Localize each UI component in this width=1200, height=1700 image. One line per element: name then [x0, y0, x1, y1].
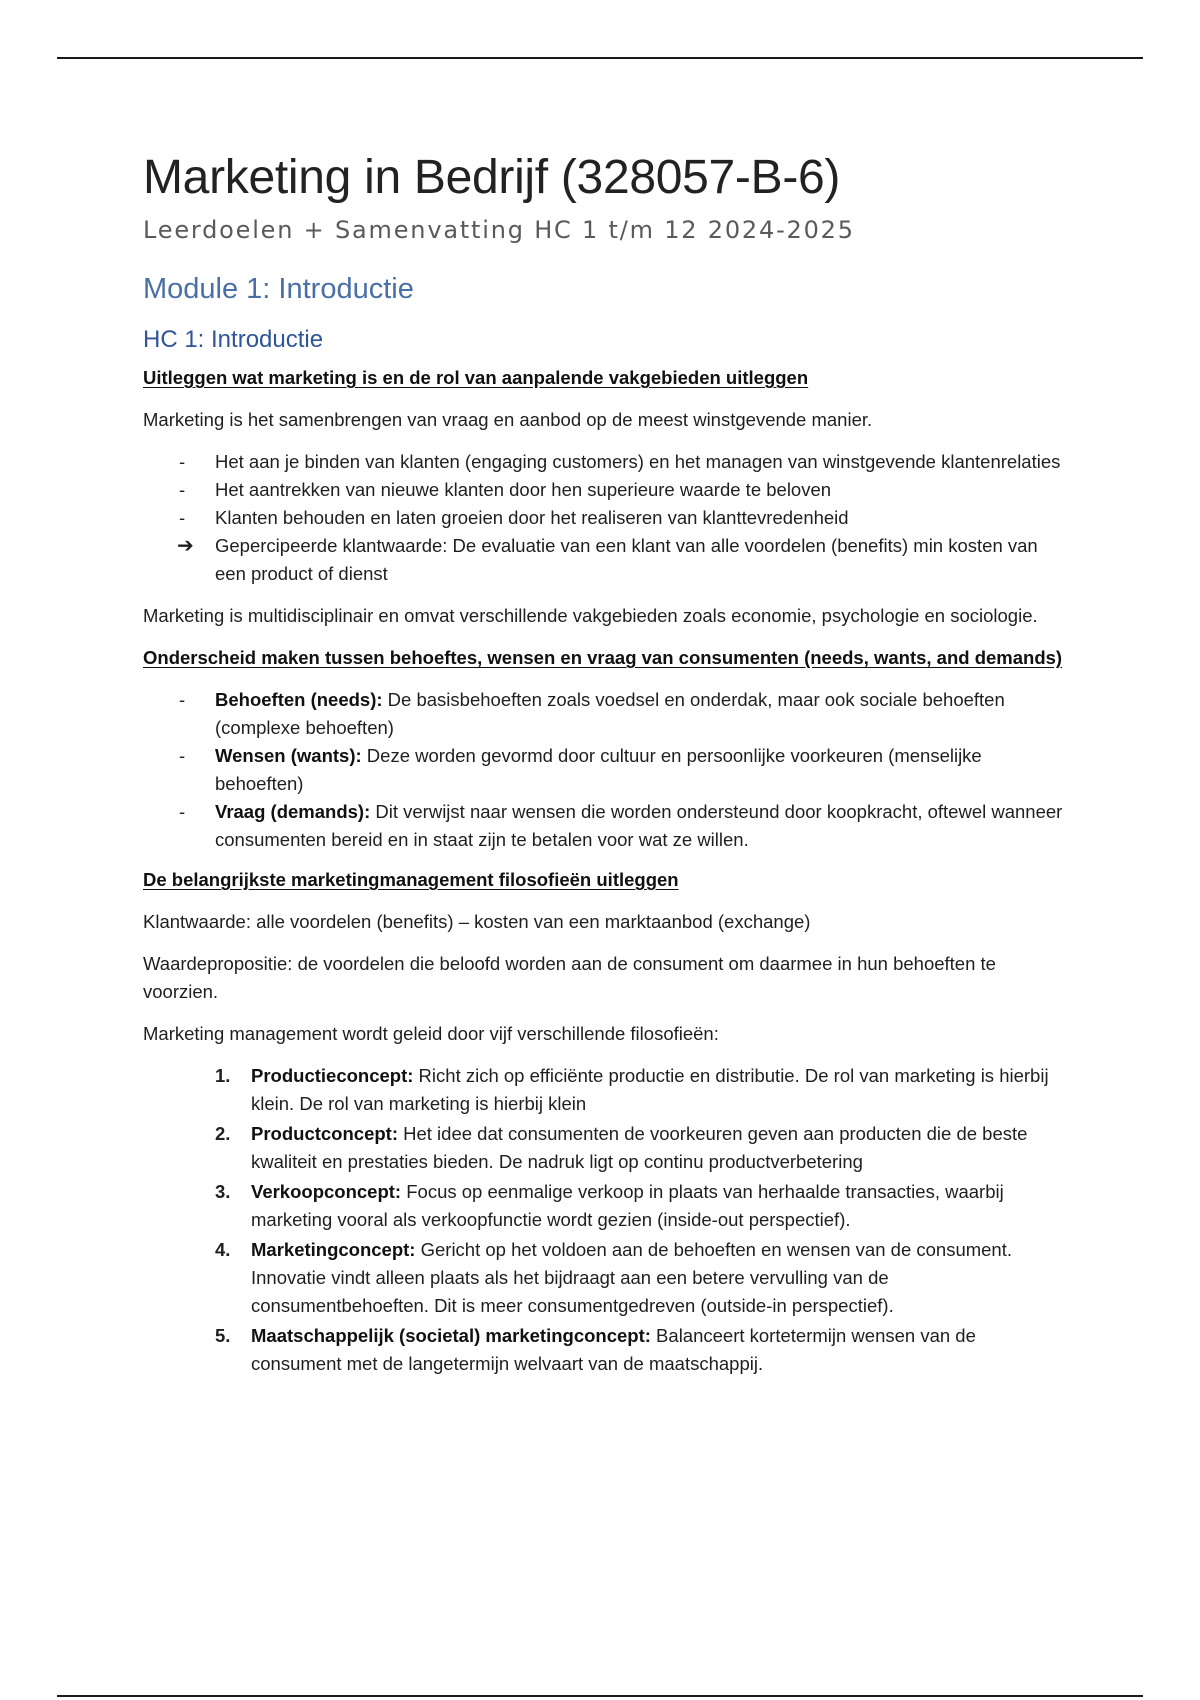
list-item: [143, 1178, 1063, 1234]
list-item-text: Het aantrekken van nieuwe klanten door hen superieure waarde te beloven: [215, 479, 832, 500]
bullet-list: [143, 448, 1063, 588]
document-title: Marketing in Bedrijf (328057-B-6): [143, 151, 841, 204]
header-rule: [57, 57, 1143, 59]
term: Behoeften (needs):: [215, 689, 383, 710]
list-item-text: Gericht op het voldoen aan de behoeften en wensen van de consument. Innovatie vindt alleen plaats als het bijdraagt aan een betere vervulling van de consumentbehoeften. Dit is meer consumentgedreven (outside-in perspectief).: [251, 1239, 1013, 1316]
list-number: 1.: [215, 1065, 231, 1086]
list-item: [143, 476, 1063, 504]
list-item-text: Deze worden gevormd door cultuur en persoonlijke voorkeuren (menselijke behoeften): [215, 745, 982, 794]
term: Productconcept:: [251, 1123, 398, 1144]
paragraph: Waardepropositie: de voordelen die beloofd worden aan de consument om daarmee in hun behoeften te voorzien.: [143, 953, 996, 1002]
paragraph: Marketing is multidisciplinair en omvat verschillende vakgebieden zoals economie, psychologie en sociologie.: [143, 605, 1038, 626]
learning-objective-1: Uitleggen wat marketing is en de rol van aanpalende vakgebieden uitleggen: [143, 367, 809, 388]
list-item-text: Gepercipeerde klantwaarde: De evaluatie van een klant van alle voordelen (benefits) min kosten van een product of dienst: [215, 535, 1038, 584]
list-item-text: De basisbehoeften zoals voedsel en onderdak, maar ook sociale behoeften (complexe behoeften): [215, 689, 1005, 738]
list-item: [143, 742, 1063, 798]
learning-objective-3: De belangrijkste marketingmanagement filosofieën uitleggen: [143, 869, 679, 890]
list-item: [143, 532, 1063, 588]
dash-bullet: -: [179, 451, 186, 472]
list-item-text: Balanceert kortetermijn wensen van de consument met de langetermijn welvaart van de maatschappij.: [251, 1325, 976, 1374]
module-heading: Module 1: Introductie: [143, 273, 414, 305]
list-number: 4.: [215, 1239, 231, 1260]
list-item: [143, 1062, 1063, 1118]
learning-objective-2: Onderscheid maken tussen behoeftes, wensen en vraag van consumenten (needs, wants, and demands): [143, 647, 1063, 668]
list-item-text: Het aan je binden van klanten (engaging customers) en het managen van winstgevende klantenrelaties: [215, 451, 1061, 472]
list-item-text: Dit verwijst naar wensen die worden ondersteund door koopkracht, oftewel wanneer consumenten bereid en in staat zijn te betalen voor wat ze willen.: [215, 801, 1063, 850]
dash-bullet: -: [179, 689, 186, 710]
term: Marketingconcept:: [251, 1239, 416, 1260]
dash-bullet: -: [179, 745, 186, 766]
footer-rule: [57, 1695, 1143, 1697]
term: Wensen (wants):: [215, 745, 362, 766]
document-subtitle: Leerdoelen + Samenvatting HC 1 t/m 12 2024-2025: [143, 216, 855, 244]
term: Productieconcept:: [251, 1065, 414, 1086]
list-number: 2.: [215, 1123, 231, 1144]
list-item: [143, 1120, 1063, 1176]
list-item: [143, 448, 1063, 476]
numbered-list: [143, 1062, 1063, 1378]
list-number: 5.: [215, 1325, 231, 1346]
document-body: [143, 148, 1063, 1380]
lecture-heading: HC 1: Introductie: [143, 326, 324, 353]
list-item-text: Focus op eenmalige verkoop in plaats van herhaalde transacties, waarbij marketing vooral als verkoopfunctie wordt gezien (inside-out perspectief).: [251, 1181, 1004, 1230]
term: Vraag (demands):: [215, 801, 371, 822]
list-item: [143, 798, 1063, 854]
list-item: [143, 686, 1063, 742]
term: Maatschappelijk (societal) marketingconcept:: [251, 1325, 651, 1346]
paragraph: Marketing is het samenbrengen van vraag en aanbod op de meest winstgevende manier.: [143, 409, 873, 430]
dash-bullet: -: [179, 801, 186, 822]
list-item-text: Klanten behouden en laten groeien door het realiseren van klanttevredenheid: [215, 507, 849, 528]
dash-bullet: -: [179, 507, 186, 528]
list-item: [143, 504, 1063, 532]
list-item: [143, 1236, 1063, 1320]
list-item-text: Richt zich op efficiënte productie en distributie. De rol van marketing is hierbij klein. De rol van marketing is hierbij klein: [251, 1065, 1049, 1114]
list-item-text: Het idee dat consumenten de voorkeuren geven aan producten die de beste kwaliteit en prestaties bieden. De nadruk ligt op continu productverbetering: [251, 1123, 1028, 1172]
paragraph: Marketing management wordt geleid door vijf verschillende filosofieën:: [143, 1023, 719, 1044]
list-number: 3.: [215, 1181, 231, 1202]
paragraph: Klantwaarde: alle voordelen (benefits) – kosten van een marktaanbod (exchange): [143, 911, 811, 932]
arrow-right-icon: ➔: [177, 535, 194, 557]
dash-bullet: -: [179, 479, 186, 500]
term: Verkoopconcept:: [251, 1181, 402, 1202]
bullet-list: [143, 686, 1063, 854]
list-item: [143, 1322, 1063, 1378]
